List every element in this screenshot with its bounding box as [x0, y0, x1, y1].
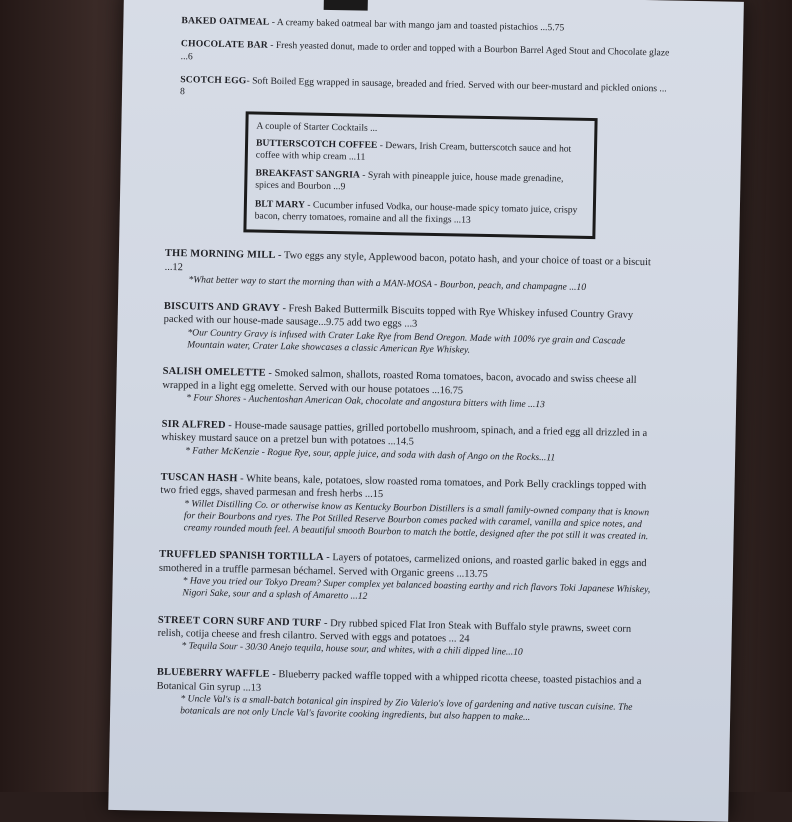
menu-item-sir-alfred	[161, 418, 662, 466]
item-description: - House-made sausage patties, grilled portobello mushroom, spinach, and a fried egg all drizzled in a whiskey mustard sauce on a pretzel bun with potatoes ...14.5	[161, 420, 648, 449]
item-description: - Layers of potatoes, carmelized onions, and roasted garlic baked in eggs and smothered in a truffle parmesan béchamel. Served with Organic greens ...13.75	[158, 552, 647, 580]
cocktail-name: BREAKFAST SANGRIA	[255, 167, 361, 181]
cocktail-breakfast-sangria	[255, 168, 585, 199]
item-description: - Smoked salmon, shallots, roasted Roma tomatoes, bacon, avocado and swiss cheese all wrapped in a light egg omelette. Served with our house potatoes ...16.75	[162, 368, 637, 397]
item-name: THE MORNING MILL	[164, 248, 276, 262]
pairing-note: * Tequila Sour - 30/30 Anejo tequila, house sour, and whites, with a chili dipped line...10	[181, 640, 523, 658]
menu-item-tuscan-hash	[160, 471, 661, 544]
cocktail-blt-mary	[255, 198, 585, 229]
item-description: - Dry rubbed spiced Flat Iron Steak with Buffalo style prawns, sweet corn relish, cotija cheese and fresh cilantro. Served with eggs and potatoes ... 24	[157, 617, 632, 645]
item-description: - Fresh Baked Buttermilk Biscuits topped with Rye Whiskey infused Country Gravy packed with our house-made sausage...9.75 add two eggs ...3	[163, 303, 634, 331]
item-name: SALISH OMELETTE	[162, 366, 266, 380]
item-name: BLUEBERRY WAFFLE	[156, 667, 270, 681]
cocktail-butterscotch-coffee	[256, 137, 586, 168]
menu-item-chocolate-bar	[181, 38, 671, 72]
menu-content	[156, 15, 672, 741]
cocktail-description: - Cucumber infused Vodka, our house-made spicy tomato juice, crispy bacon, cherry tomatoes, romaine and all the fixings ...13	[254, 199, 578, 226]
item-name: BAKED OATMEAL	[181, 15, 270, 28]
item-name: SCOTCH EGG	[180, 73, 247, 87]
item-name: SIR ALFRED	[161, 418, 226, 432]
item-name: CHOCOLATE BAR	[180, 38, 268, 52]
menu-item-salish-omelette	[162, 365, 663, 413]
cocktail-name: BUTTERSCOTCH COFFEE	[255, 137, 378, 151]
menu-top-tab	[324, 0, 368, 11]
item-description: - Fresh yeasted donut, made to order and topped with a Bourbon Barrel Aged Stout and Chocolate glaze ...6	[180, 40, 670, 62]
menu-item-truffled-tortilla	[158, 548, 659, 609]
pairing-note: * Uncle Val's is a small-batch botanical gin inspired by Zio Valerio's love of gardening and native tuscan cuisine. The botanicals are not only Uncle Val's favorite cooking ingredients, but also happen to make...	[180, 693, 633, 724]
menu-item-street-corn-surf-turf	[157, 613, 658, 661]
item-description: - Soft Boiled Egg wrapped in sausage, breaded and fried. Served with our beer-mustard and pickled onions ... 8	[179, 75, 667, 98]
pairing-note: *Our Country Gravy is infused with Crater Lake Rye from Bend Oregon. Made with 100% rye grain and Cascade Mountain water, Crater Lake showcases a classic American Rye Whiskey.	[187, 326, 626, 356]
menu-item-baked-oatmeal	[181, 15, 671, 37]
main-items-section	[156, 247, 665, 727]
item-description: - White beans, kale, potatoes, slow roasted roma tomatoes, and Pork Belly cracklings topped with two fried eggs, shaved parmesan and fresh herbs ...15	[160, 473, 647, 501]
item-name: BISCUITS AND GRAVY	[163, 300, 281, 315]
cocktail-description: - Syrah with pineapple juice, house made grenadine, spices and Bourbon ...9	[255, 169, 564, 193]
cocktails-title: A couple of Starter Cocktails ...	[256, 120, 378, 135]
item-description: - Blueberry packed waffle topped with a whipped ricotta cheese, toasted pistachios and a Botanical Gin syrup ...13	[156, 669, 642, 694]
cocktail-name: BLT MARY	[254, 198, 306, 211]
menu-item-biscuits-gravy	[163, 300, 664, 361]
starter-cocktails-box	[243, 112, 597, 240]
item-name: STREET CORN SURF AND TURF	[157, 614, 322, 629]
cocktail-description: - Dewars, Irish Cream, butterscotch sauce and hot coffee with whip cream ...11	[255, 139, 572, 163]
menu-item-morning-mill	[164, 247, 665, 295]
pairing-note: * Have you tried our Tokyo Dream? Super complex yet balanced boasting earthy and rich flavors Toki Japanese Whiskey, Nigori Sake, sour and a splash of Amaretto ...12	[182, 575, 651, 603]
pairing-note: * Father McKenzie - Rogue Rye, sour, apple juice, and soda with dash of Ango on the Rocks...11	[185, 445, 556, 464]
menu-item-blueberry-waffle	[156, 666, 657, 727]
item-name: TRUFFLED SPANISH TORTILLA	[159, 549, 324, 564]
pairing-note: *What better way to start the morning than with a MAN-MOSA - Bourbon, peach, and champagne ...10	[188, 274, 587, 293]
item-name: TUSCAN HASH	[160, 471, 238, 485]
pairing-note: * Willet Distilling Co. or otherwise know as Kentucky Bourbon Distillers is a small family-owned company that is known for their Bourbons and ryes. The Pot Stilled Reserve Bourbon comes packed with caramel, vanilla and spice notes, and creamy rounded mouth feel. A beautiful smooth Bourbon to match the bottle, designed after the pot still it was created in.	[183, 497, 650, 543]
item-description: - Two eggs any style, Applewood bacon, potato hash, and your choice of toast or a biscuit ...12	[164, 250, 651, 273]
pairing-note: * Four Shores - Auchentoshan American Oak, chocolate and angostura bitters with lime ...13	[186, 392, 545, 411]
item-description: - A creamy baked oatmeal bar with mango jam and toasted pistachios ...5.75	[269, 16, 565, 34]
menu-sheet	[108, 0, 744, 822]
menu-item-scotch-egg	[180, 74, 670, 108]
